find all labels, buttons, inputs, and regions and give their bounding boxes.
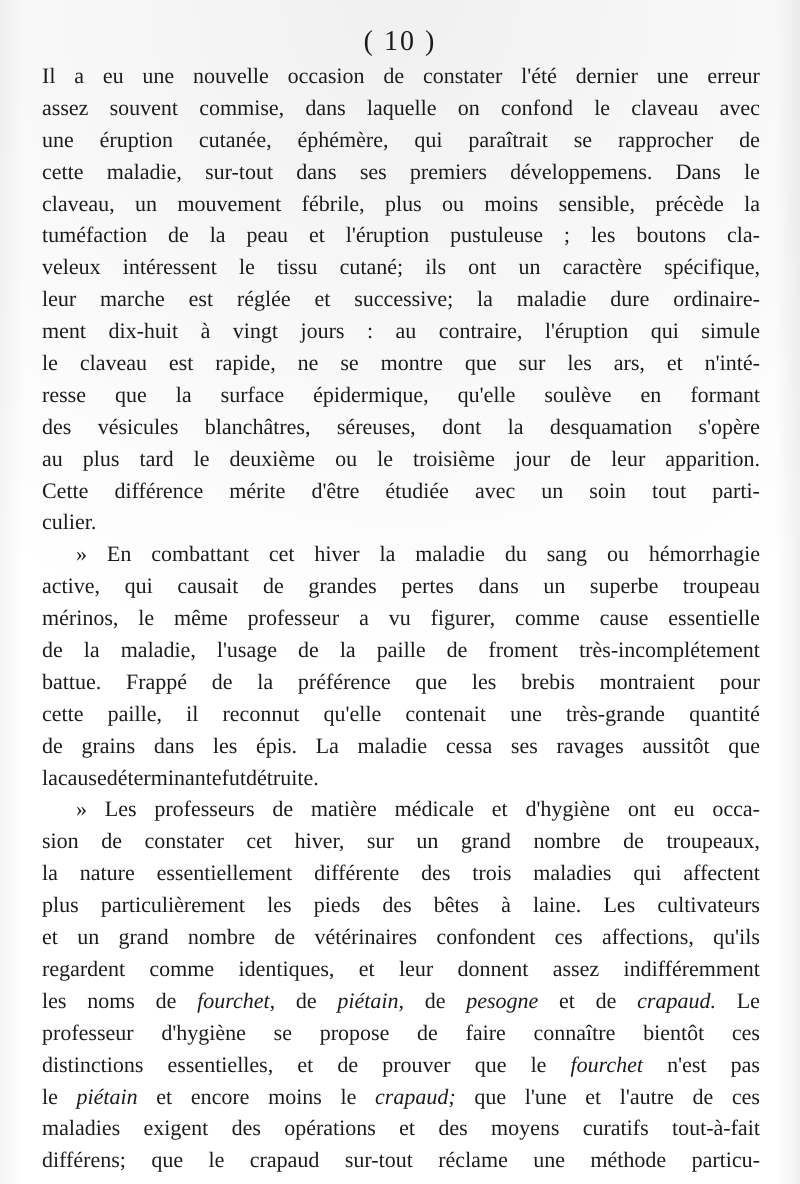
text-line: le claveau est rapide, ne se montre que sur les ars, et n'inté- [42,350,760,376]
text-line: cette paille, il reconnut qu'elle contenait une très-grande quantité [42,700,760,726]
text-line: Cette différence mérite d'être étudiée avec un soin tout parti- [42,477,760,503]
text-line: les noms de fourchet, de piétain, de pesogne et de crapaud. Le [42,987,760,1013]
text-line: mérinos, le même professeur a vu figurer, comme cause essentielle [42,605,760,631]
text-line: veleux intéressent le tissu cutané; ils ont un caractère spécifique, [42,254,760,280]
text-line: » En combattant cet hiver la maladie du sang ou hémorrhagie [76,541,760,567]
text-line: de grains dans les épis. La maladie cessa ses ravages aussitôt que [42,732,760,758]
body-text [42,60,760,1176]
text-line: tuméfaction de la peau et l'éruption pustuleuse ; les boutons cla- [42,222,760,248]
text-line: la nature essentiellement différente des trois maladies qui affectent [42,860,760,886]
text-line: différens; que le crapaud sur-tout réclame une méthode particu- [42,1147,760,1173]
text-line: distinctions essentielles, et de prouver que le fourchet n'est pas [42,1051,760,1077]
text-line: resse que la surface épidermique, qu'elle soulève en formant [42,381,760,407]
text-line: active, qui causait de grandes pertes dans un superbe troupeau [42,573,760,599]
text-line: une éruption cutanée, éphémère, qui paraîtrait se rapprocher de [42,126,760,152]
text-line: culier. [42,509,97,535]
text-line: la cause déterminante fut détruite. [42,764,319,790]
text-line: Il a eu une nouvelle occasion de constater l'été dernier une erreur [42,63,760,88]
text-line: au plus tard le deuxième ou le troisième jour de leur apparition. [42,445,760,471]
text-line: regardent comme identiques, et leur donnent assez indifféremment [42,955,760,981]
text-line: sion de constater cet hiver, sur un grand nombre de troupeaux, [42,828,760,854]
text-line: professeur d'hygiène se propose de faire connaître bientôt ces [42,1019,760,1045]
text-line: battue. Frappé de la préférence que les brebis montraient pour [42,668,760,694]
text-line: plus particulièrement les pieds des bêtes à laine. Les cultivateurs [42,892,760,918]
text-line: leur marche est réglée et successive; la maladie dure ordinaire- [42,286,760,312]
text-line: claveau, un mouvement fébrile, plus ou moins sensible, précède la [42,190,760,216]
text-line: de la maladie, l'usage de la paille de froment très-incomplétement [42,637,760,663]
text-line: » Les professeurs de matière médicale et d'hygiène ont eu occa- [76,796,760,822]
page-number: ( 10 ) [363,26,437,57]
text-line: et un grand nombre de vétérinaires confondent ces affections, qu'ils [42,924,760,950]
text-line: des vésicules blanchâtres, séreuses, dont la desquamation s'opère [42,413,760,439]
text-line: assez souvent commise, dans laquelle on confond le claveau avec [42,94,760,120]
text-line: ment dix-huit à vingt jours : au contraire, l'éruption qui simule [42,318,760,344]
text-line: cette maladie, sur-tout dans ses premiers développemens. Dans le [42,158,760,184]
text-line: le piétain et encore moins le crapaud; que l'une et l'autre de ces [42,1083,760,1109]
text-line: maladies exigent des opérations et des moyens curatifs tout-à-fait [42,1115,760,1141]
